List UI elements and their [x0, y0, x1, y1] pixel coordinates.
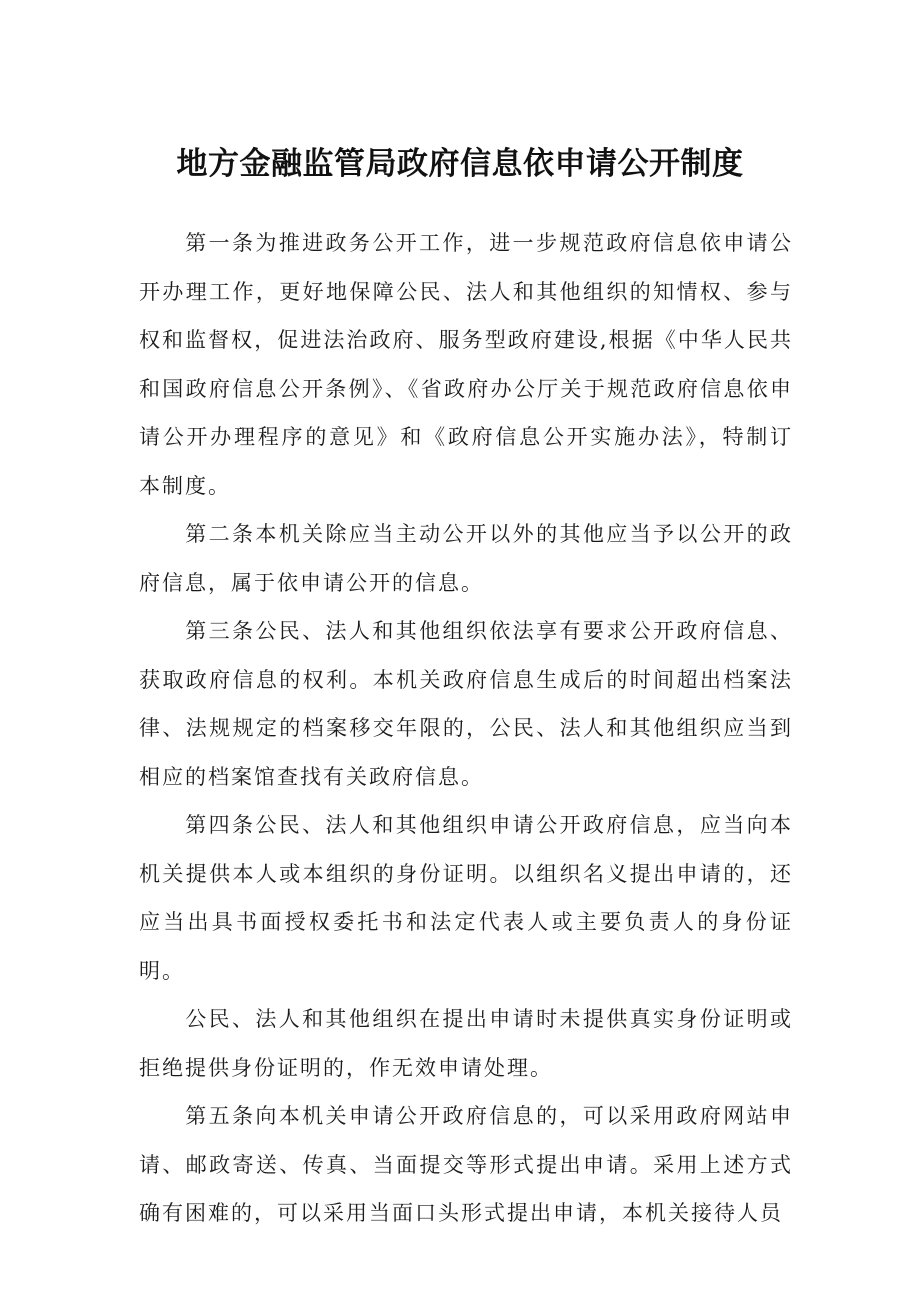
paragraph-article-1: 第一条为推进政务公开工作，进一步规范政府信息依申请公开办理工作，更好地保障公民、法人和其他组织的知情权、参与权和监督权，促进法治政府、服务型政府建设,根据《中华人民共和国政府信息公开条例》、《省政府办公厅关于规范政府信息依申请公开办理程序的意见》和《政府信息公开实施办法》，特制订本制度。	[139, 231, 793, 498]
paragraph-article-5: 第五条向本机关申请公开政府信息的，可以采用政府网站申请、邮政寄送、传真、当面提交等形式提出申请。采用上述方式确有困难的，可以采用当面口头形式提出申请，本机关接待人员	[139, 1104, 793, 1225]
document-title: 地方金融监管局政府信息依申请公开制度	[176, 146, 744, 182]
paragraph-article-4-supplement: 公民、法人和其他组织在提出申请时未提供真实身份证明或拒绝提供身份证明的，作无效申请处理。	[139, 1007, 793, 1080]
paragraph-article-4: 第四条公民、法人和其他组织申请公开政府信息，应当向本机关提供本人或本组织的身份证明。以组织名义提出申请的，还应当出具书面授权委托书和法定代表人或主要负责人的身份证明。	[139, 813, 793, 983]
document-body	[139, 219, 793, 1238]
paragraph-article-3: 第三条公民、法人和其他组织依法享有要求公开政府信息、获取政府信息的权利。本机关政府信息生成后的时间超出档案法律、法规规定的档案移交年限的，公民、法人和其他组织应当到相应的档案馆查找有关政府信息。	[139, 619, 793, 789]
paragraph-article-2: 第二条本机关除应当主动公开以外的其他应当予以公开的政府信息，属于依申请公开的信息。	[139, 522, 793, 595]
